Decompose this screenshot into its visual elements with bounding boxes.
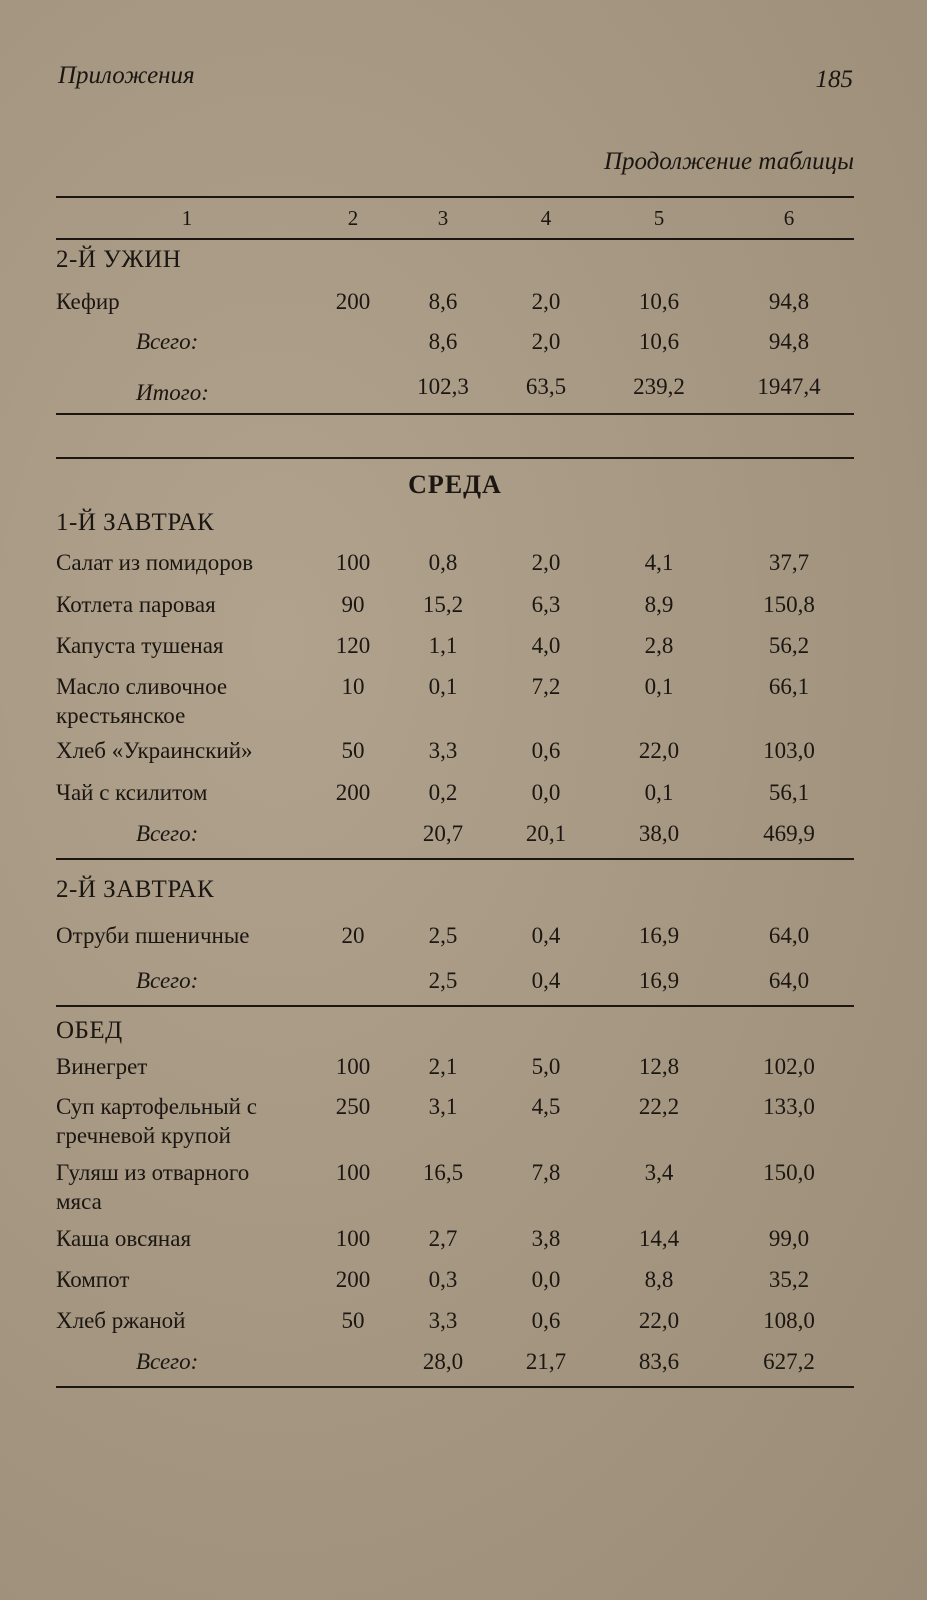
cell: 120 (335, 633, 371, 658)
cell: 64,0 (768, 968, 810, 993)
section-heading-row (56, 1007, 854, 1051)
cell: 627,2 (763, 1349, 815, 1374)
cell: 100 (335, 550, 371, 575)
cell: 200 (335, 289, 371, 314)
total-row (56, 820, 854, 860)
cell: 3,8 (531, 1226, 561, 1251)
dish-name: Кефир (56, 289, 120, 314)
cell: 8,6 (428, 289, 458, 314)
total-label: Всего: (136, 329, 199, 354)
dish-name: Суп картофельный с гречневой крупой (56, 1094, 257, 1148)
dish-name: Гуляш из отварного мяса (56, 1160, 250, 1214)
cell: 14,4 (638, 1226, 680, 1251)
column-header-3: 3 (437, 205, 449, 230)
cell: 3,3 (428, 1308, 458, 1333)
section-title: Приложения (58, 62, 195, 89)
cell: 150,8 (763, 592, 815, 617)
column-header-6: 6 (783, 205, 795, 230)
table-row (56, 673, 854, 737)
dish-name: Чай с ксилитом (56, 780, 208, 805)
dish-name: Масло сливочное крестьянское (56, 674, 228, 728)
cell: 83,6 (638, 1349, 680, 1374)
dish-name: Капуста тушеная (56, 633, 224, 658)
running-head (58, 60, 853, 100)
cell: 2,0 (531, 329, 561, 354)
section-heading-breakfast1: 1-Й ЗАВТРАК (56, 509, 215, 536)
dish-name: Каша овсяная (56, 1226, 192, 1251)
cell: 16,9 (638, 923, 680, 948)
nutrition-table (56, 198, 854, 1388)
table-row (56, 1307, 854, 1348)
cell: 22,0 (638, 738, 680, 763)
cell: 15,2 (422, 592, 464, 617)
cell: 150,0 (763, 1160, 815, 1185)
cell: 5,0 (531, 1054, 561, 1079)
cell: 56,1 (768, 780, 810, 805)
cell: 2,7 (428, 1226, 458, 1251)
cell: 94,8 (768, 329, 810, 354)
cell: 2,1 (428, 1054, 458, 1079)
dish-name: Хлеб ржаной (56, 1308, 186, 1333)
cell: 90 (341, 592, 365, 617)
cell: 2,8 (644, 633, 674, 658)
cell: 66,1 (768, 674, 810, 699)
cell: 35,2 (768, 1267, 810, 1292)
section-heading-lunch: ОБЕД (56, 1017, 123, 1044)
cell: 20,1 (525, 821, 567, 846)
table-row (56, 1159, 854, 1225)
page-number: 185 (815, 66, 853, 93)
cell: 0,1 (428, 674, 458, 699)
section-heading-supper2: 2-Й УЖИН (56, 246, 182, 273)
section-heading-row (56, 244, 854, 284)
cell: 7,2 (531, 674, 561, 699)
cell: 108,0 (763, 1308, 815, 1333)
table-row (56, 591, 854, 632)
cell: 100 (335, 1054, 371, 1079)
table-row (56, 547, 854, 591)
cell: 0,2 (428, 780, 458, 805)
dish-name: Отруби пшеничные (56, 923, 250, 948)
column-header-1: 1 (181, 205, 193, 230)
cell: 0,4 (531, 968, 561, 993)
cell: 102,3 (417, 374, 469, 399)
cell: 50 (341, 1308, 365, 1333)
grand-total-label: Итого: (136, 380, 209, 405)
cell: 0,6 (531, 738, 561, 763)
section-heading-breakfast2: 2-Й ЗАВТРАК (56, 876, 215, 903)
grand-total-row (56, 369, 854, 415)
cell: 6,3 (531, 592, 561, 617)
cell: 50 (341, 738, 365, 763)
cell: 20,7 (422, 821, 464, 846)
cell: 4,5 (531, 1094, 561, 1119)
cell: 100 (335, 1226, 371, 1251)
cell: 469,9 (763, 821, 815, 846)
table-row (56, 1225, 854, 1266)
table-row (56, 632, 854, 673)
cell: 21,7 (525, 1349, 567, 1374)
total-label: Всего: (136, 968, 199, 993)
cell: 28,0 (422, 1349, 464, 1374)
dish-name: Компот (56, 1267, 130, 1292)
cell: 103,0 (763, 738, 815, 763)
cell: 4,0 (531, 633, 561, 658)
cell: 7,8 (531, 1160, 561, 1185)
cell: 12,8 (638, 1054, 680, 1079)
total-row (56, 967, 854, 1007)
cell: 0,3 (428, 1267, 458, 1292)
cell: 22,2 (638, 1094, 680, 1119)
cell: 0,1 (644, 780, 674, 805)
dish-name: Котлета паровая (56, 592, 216, 617)
spacer-rule (56, 415, 854, 459)
cell: 1,1 (428, 633, 458, 658)
table-row (56, 910, 854, 967)
cell: 38,0 (638, 821, 680, 846)
cell: 2,5 (428, 968, 458, 993)
cell: 3,1 (428, 1094, 458, 1119)
total-label: Всего: (136, 1349, 199, 1374)
cell: 2,0 (531, 550, 561, 575)
cell: 16,9 (638, 968, 680, 993)
table-row (56, 779, 854, 820)
total-row (56, 1348, 854, 1388)
cell: 10 (341, 674, 365, 699)
cell: 0,6 (531, 1308, 561, 1333)
cell: 20 (341, 923, 365, 948)
total-row (56, 328, 854, 369)
column-header-4: 4 (540, 205, 552, 230)
cell: 100 (335, 1160, 371, 1185)
cell: 133,0 (763, 1094, 815, 1119)
table-row (56, 288, 854, 328)
cell: 64,0 (768, 923, 810, 948)
continuation-label: Продолжение таблицы (603, 148, 854, 175)
day-heading: СРЕДА (408, 470, 502, 499)
cell: 2,5 (428, 923, 458, 948)
dish-name: Винегрет (56, 1054, 148, 1079)
cell: 16,5 (422, 1160, 464, 1185)
cell: 8,9 (644, 592, 674, 617)
cell: 200 (335, 1267, 371, 1292)
table-row (56, 737, 854, 779)
dish-name: Хлеб «Украинский» (56, 738, 253, 763)
cell: 0,4 (531, 923, 561, 948)
column-header-5: 5 (653, 205, 665, 230)
cell: 63,5 (525, 374, 567, 399)
cell: 56,2 (768, 633, 810, 658)
cell: 2,0 (531, 289, 561, 314)
table-row (56, 1051, 854, 1093)
cell: 8,6 (428, 329, 458, 354)
dish-name: Салат из помидоров (56, 550, 254, 575)
cell: 0,1 (644, 674, 674, 699)
cell: 4,1 (644, 550, 674, 575)
cell: 0,0 (531, 1267, 561, 1292)
column-header-row (56, 198, 854, 240)
table-row (56, 1266, 854, 1307)
cell: 200 (335, 780, 371, 805)
section-heading-row (56, 507, 854, 547)
cell: 8,8 (644, 1267, 674, 1292)
cell: 94,8 (768, 289, 810, 314)
table-row (56, 1093, 854, 1159)
cell: 10,6 (638, 289, 680, 314)
cell: 3,3 (428, 738, 458, 763)
section-heading-row (56, 860, 854, 910)
cell: 0,8 (428, 550, 458, 575)
cell: 22,0 (638, 1308, 680, 1333)
cell: 3,4 (644, 1160, 674, 1185)
cell: 37,7 (768, 550, 810, 575)
cell: 250 (335, 1094, 371, 1119)
cell: 102,0 (763, 1054, 815, 1079)
cell: 99,0 (768, 1226, 810, 1251)
total-label: Всего: (136, 821, 199, 846)
cell: 0,0 (531, 780, 561, 805)
cell: 1947,4 (757, 374, 821, 399)
cell: 10,6 (638, 329, 680, 354)
column-header-2: 2 (347, 205, 359, 230)
cell: 239,2 (633, 374, 685, 399)
